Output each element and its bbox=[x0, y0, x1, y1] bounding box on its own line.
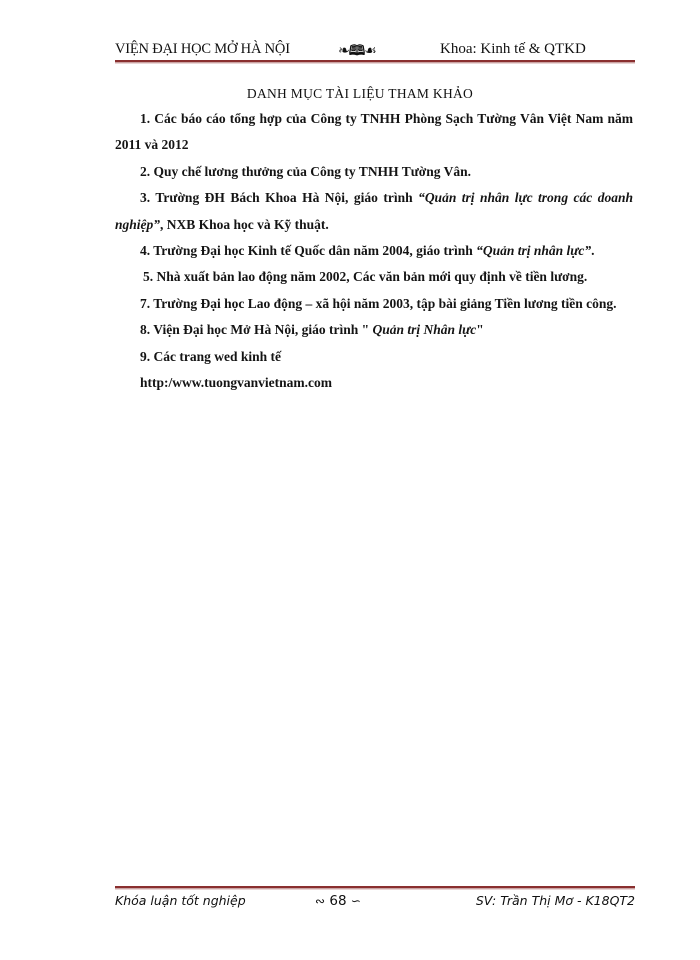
reference-item-8 bbox=[115, 317, 633, 343]
reference-text: Nhà xuất bản lao động năm 2002, Các văn bản mới quy định về tiền lương. bbox=[156, 269, 588, 285]
references-list bbox=[115, 106, 633, 396]
left-flourish-icon: ∾ bbox=[315, 894, 326, 908]
header-book-ornament-icon: ❧🕮☙ bbox=[338, 43, 376, 59]
reference-number: 7. bbox=[140, 295, 151, 311]
reference-text: Các báo cáo tổng hợp của Công ty TNHH Phòng Sạch Tường Vân Việt Nam năm 2011 và 2012 bbox=[115, 111, 633, 153]
reference-number: 4. bbox=[140, 243, 151, 259]
reference-text-suffix: , NXB Khoa học và Kỹ thuật. bbox=[160, 216, 329, 232]
reference-number: 1. bbox=[140, 111, 151, 126]
reference-text: Trường Đại học Lao động – xã hội năm 2003, tập bài giảng Tiền lương tiền công. bbox=[153, 295, 617, 311]
page-number: 68 bbox=[329, 893, 347, 909]
reference-text-prefix: Trường Đại học Kinh tế Quốc dân năm 2004, giáo trình bbox=[153, 243, 477, 259]
reference-text: Các trang wed kinh tế bbox=[153, 348, 281, 364]
footer-student-label: SV: Trần Thị Mơ - K18QT2 bbox=[475, 893, 635, 908]
reference-book-title: “Quản trị nhân lực” bbox=[476, 243, 592, 259]
reference-item-2 bbox=[115, 159, 633, 185]
reference-item-5 bbox=[115, 264, 633, 290]
reference-item-1 bbox=[115, 106, 633, 159]
reference-book-title: “Quản trị nhân lực trong các doanh nghiệp” bbox=[115, 190, 633, 232]
reference-number: 5. bbox=[143, 269, 154, 285]
reference-text: Quy chế lương thưởng của Công ty TNHH Tường Vân. bbox=[153, 163, 472, 179]
header-faculty: Khoa: Kinh tế & QTKD bbox=[440, 41, 586, 57]
reference-item-4 bbox=[115, 238, 633, 264]
reference-number: 2. bbox=[140, 163, 151, 179]
header-rule bbox=[115, 60, 635, 63]
reference-number: 9. bbox=[140, 348, 151, 364]
page-footer bbox=[115, 893, 635, 913]
reference-text-prefix: Trường ĐH Bách Khoa Hà Nội, giáo trình bbox=[155, 190, 419, 206]
reference-text-prefix: Viện Đại học Mở Hà Nội, giáo trình " bbox=[153, 322, 373, 338]
reference-item-9 bbox=[115, 344, 633, 370]
reference-text-suffix: " bbox=[476, 322, 484, 338]
reference-number: 8. bbox=[140, 322, 151, 338]
reference-item-7 bbox=[115, 291, 633, 317]
reference-book-title: Quản trị Nhân lực bbox=[372, 322, 477, 338]
reference-number: 3. bbox=[140, 190, 151, 206]
reference-url-link[interactable]: http:/www.tuongvanvietnam.com bbox=[140, 375, 333, 391]
reference-item-3 bbox=[115, 185, 633, 238]
page-title: DANH MỤC TÀI LIỆU THAM KHẢO bbox=[246, 86, 474, 101]
page-header bbox=[115, 40, 635, 60]
reference-text-suffix: . bbox=[591, 243, 595, 259]
footer-rule bbox=[115, 886, 635, 889]
header-institution: VIỆN ĐẠI HỌC MỞ HÀ NỘI bbox=[115, 41, 290, 57]
right-flourish-icon: ∽ bbox=[350, 894, 361, 908]
footer-page-number-group bbox=[315, 893, 361, 909]
footer-thesis-label: Khóa luận tốt nghiệp bbox=[115, 893, 246, 908]
